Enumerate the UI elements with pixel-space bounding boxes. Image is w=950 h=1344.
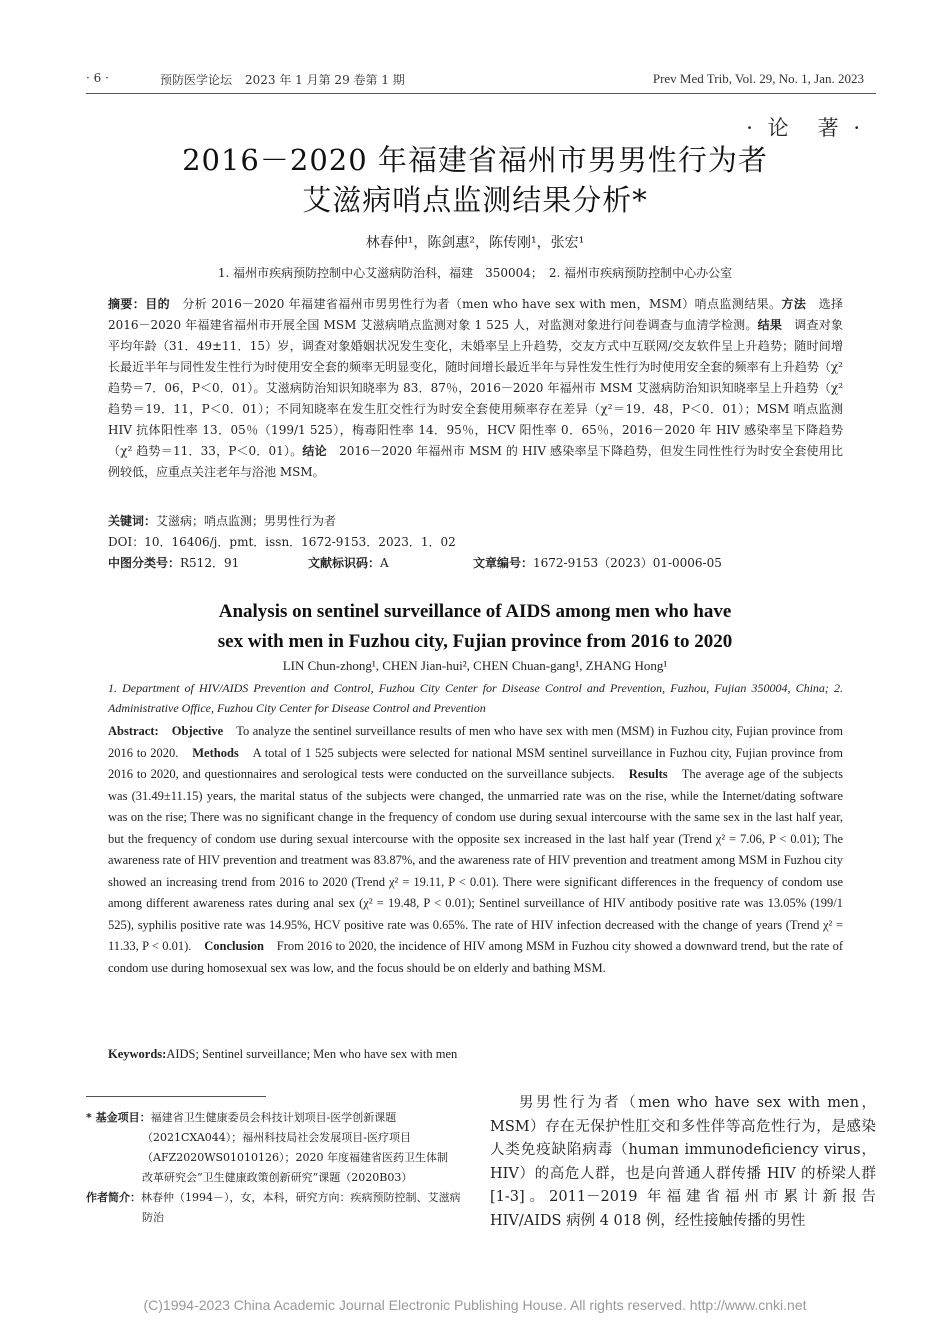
- methods-cn: 选择 2016－2020 年福建省福州市开展全国 MSM 艾滋病哨点监测对象 1 525 人，对监测对象进行问卷调查与血清学检测。: [108, 297, 843, 332]
- keywords-cn-text: 艾滋病；哨点监测；男男性行为者: [156, 514, 337, 528]
- journal-issue-cn: 2023 年 1 月第 29 卷第 1 期: [245, 73, 405, 87]
- author-bio-line: 防治: [142, 1211, 164, 1224]
- doc-code-value: A: [380, 556, 389, 570]
- header-rule: [86, 93, 876, 94]
- doc-code-label: 文献标识码：: [308, 556, 381, 570]
- clc-value: R512．91: [180, 556, 240, 570]
- affiliations-cn: 1. 福州市疾病预防控制中心艾滋病防治科，福建 350004； 2. 福州市疾病预防控制中心办公室: [217, 266, 733, 280]
- abstract-cn-label: 摘要：: [108, 297, 146, 311]
- doi: DOI：10．16406/j．pmt．issn．1672-9153．2023．1．02: [108, 535, 456, 549]
- objective-en-label: Objective: [171, 724, 224, 738]
- conclusion-cn-label: 结论: [302, 444, 327, 458]
- abstract-en: [108, 721, 843, 979]
- conclusion-en-label: Conclusion: [204, 939, 264, 953]
- objective-en: To analyze the sentinel surveillance results of men who have sex with men (MSM) in Fuzhou city, Fujian province from 2016 to 2020.: [108, 724, 843, 760]
- keywords-en: [108, 1044, 843, 1066]
- keywords-cn: [108, 511, 843, 532]
- footnotes: [86, 1108, 466, 1228]
- fund-line: （AFZ2020WS01010126）；2020 年度福建省医药卫生体制: [142, 1151, 449, 1164]
- affiliations-en: 1. Department of HIV/AIDS Prevention and Control, Fuzhou City Center for Disease Control and Prevention, Fuzhou, Fujian 350004, China; 2. Administrative Office, Fuzhou City Center for Disease Control and Prevention: [108, 681, 843, 715]
- clc-label: 中图分类号：: [108, 556, 181, 570]
- article-number-value: 1672-9153（2023）01-0006-05: [533, 556, 722, 570]
- abstract-cn: [108, 294, 843, 483]
- title-en-line1: Analysis on sentinel surveillance of AIDS among men who have: [218, 601, 732, 622]
- keywords-cn-label: 关键词：: [108, 514, 157, 528]
- abstract-en-label: Abstract:: [108, 724, 159, 738]
- objective-cn-label: 目的: [145, 297, 170, 311]
- title-en-line2: sex with men in Fuzhou city, Fujian province from 2016 to 2020: [217, 631, 733, 652]
- results-en: The average age of the subjects was (31.49±11.15) years, the marital status of the subjects were changed, the unmarried rate was on the rise, while the Internet/dating software was on the rise; There was no significant change in the frequency of condom use during sexual intercourse with the same sex in the last half year, but the frequency of condom use during sexual intercourse with the opposite sex increased in the last half year (Trend χ² = 7.06, P < 0.01); The awareness rate of HIV prevention and treatment was 83.87%, and the awareness rate of HIV prevention and treatment among MSM in Fuzhou city showed an increasing trend from 2016 to 2020 (Trend χ² = 19.11, P < 0.01). There were significant differences in the frequency of condom use among different awareness rates during anal sex (χ² = 19.48, P < 0.01); Sentinel surveillance of HIV antibody positive rate was 13.05% (199/1 525), syphilis positive rate was 14.95%, HCV positive rate was 0.65%. The rate of HIV infection decreased with the change of years (Trend χ² = 11.33, P < 0.01).: [108, 767, 843, 953]
- results-en-label: Results: [628, 767, 668, 781]
- conclusion-cn: 2016－2020 年福州市 MSM 的 HIV 感染率呈下降趋势，但发生同性性行为时安全套使用比例较低，应重点关注老年与浴池 MSM。: [108, 444, 843, 479]
- keywords-en-text: AIDS; Sentinel surveillance; Men who have sex with men: [166, 1047, 458, 1061]
- title-cn-line1: 2016－2020 年福建省福州市男男性行为者: [182, 143, 768, 177]
- results-cn-label: 结果: [757, 318, 783, 332]
- copyright-watermark: (C)1994-2023 China Academic Journal Electronic Publishing House. All rights reserved. http://www.cnki.net: [143, 1297, 807, 1313]
- footnote-rule: [86, 1096, 266, 1097]
- fund-line: （2021CXA044）；福州科技局社会发展项目-医疗项目: [142, 1131, 412, 1144]
- author-bio-line: 林春仲（1994－），女，本科，研究方向：疾病预防控制、艾滋病: [141, 1191, 461, 1204]
- keywords-en-label: Keywords:: [108, 1047, 167, 1061]
- section-label: · 论 著 ·: [746, 116, 864, 140]
- objective-cn: 分析 2016－2020 年福建省福州市男男性行为者（men who have sex with men，MSM）哨点监测结果。: [169, 297, 782, 311]
- article-number-label: 文章编号：: [473, 556, 534, 570]
- classification: [108, 553, 843, 574]
- methods-en-label: Methods: [192, 745, 239, 760]
- page-number: · 6 ·: [86, 71, 109, 85]
- title-cn-line2: 艾滋病哨点监测结果分析*: [302, 183, 648, 217]
- journal-name-cn: 预防医学论坛: [160, 73, 233, 87]
- authors-en: LIN Chun-zhong¹, CHEN Jian-hui², CHEN Chuan-gang¹, ZHANG Hong¹: [282, 658, 668, 673]
- methods-en: A total of 1 525 subjects were selected for national MSM sentinel surveillance in Fuzhou city, Fujian province from 2016 to 2020, and questionnaires and serological tests were conducted on the surveillance subjects.: [108, 745, 843, 781]
- journal-name-en: Prev Med Trib, Vol. 29, No. 1, Jan. 2023: [652, 71, 864, 86]
- authors-cn: 林春仲¹，陈剑惠²，陈传刚¹，张宏¹: [365, 235, 585, 251]
- methods-cn-label: 方法: [781, 297, 807, 311]
- body-paragraph: 男男性行为者（men who have sex with men，MSM）存在无保护性肛交和多性伴等高危性行为，是感染人类免疫缺陷病毒（human immunodeficiency virus，HIV）的高危人群，也是向普通人群传播 HIV 的桥梁人群[1-3]。2011－2019 年福建省福州市累计新报告 HIV/AIDS 病例 4 018 例，经性接触传播的男性: [490, 1095, 876, 1229]
- fund-label: * 基金项目：: [86, 1111, 151, 1124]
- author-bio-label: 作者简介：: [86, 1191, 141, 1204]
- fund-line: 改革研究会“卫生健康政策创新研究”课题（2020B03）: [142, 1171, 413, 1184]
- conclusion-en: From 2016 to 2020, the incidence of HIV among MSM in Fuzhou city showed a downward trend, but the rate of condom use during homosexual sex was low, and the focus should be on elderly and bathing MSM.: [108, 939, 843, 975]
- fund-line: 福建省卫生健康委员会科技计划项目-医学创新课题: [150, 1111, 397, 1124]
- results-cn: 调查对象平均年龄（31．49±11．15）岁，调查对象婚姻状况发生变化，未婚率呈上升趋势，交友方式中互联网/交友软件呈上升趋势；随时间增长最近半年与同性发生性行为时使用安全套的频率无明显变化，随时间增长最近半年与异性发生性行为时使用安全套的频率有上升趋势（χ² 趋势＝7．06，P＜0．01）。艾滋病防治知识知晓率为 83．87％，2016－2020 年福州市 MSM 艾滋病防治知识知晓率呈上升趋势（χ² 趋势＝19．11，P＜0．01）；不同知晓率在发生肛交性行为时安全套使用频率存在差异（χ²＝19．48，P＜0．01）；MSM 哨点监测 HIV 抗体阳性率 13．05％（199/1 525），梅毒阳性率 14．95％，HCV 阳性率 0．65％，2016－2020 年 HIV 感染率呈下降趋势（χ² 趋势＝11．33，P＜0．01）。: [108, 318, 843, 458]
